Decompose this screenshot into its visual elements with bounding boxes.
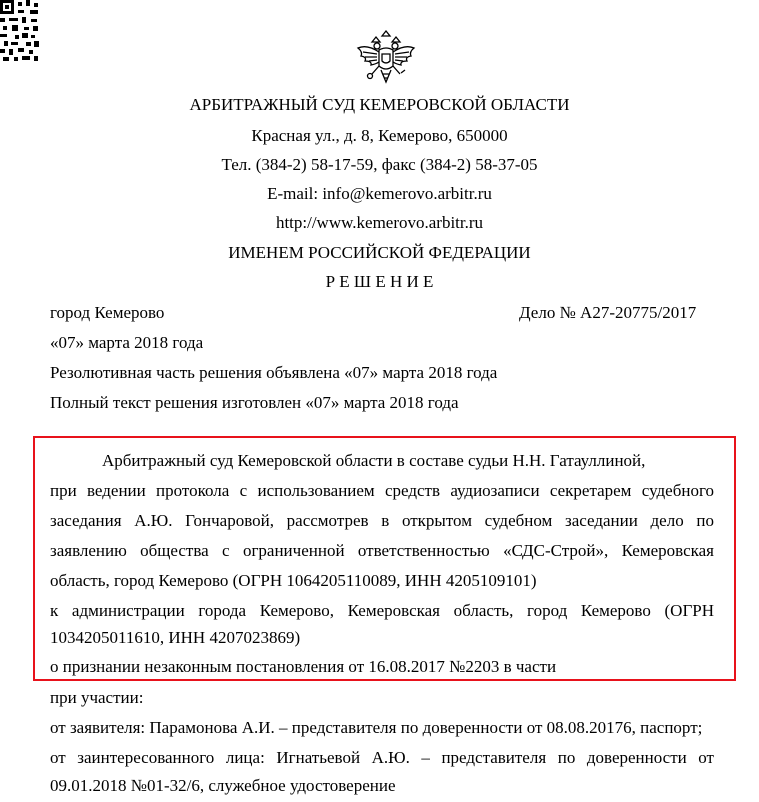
participant-applicant: от заявителя: Парамонова А.И. – представителя по доверенности от 08.08.20176, паспорт; [50, 718, 703, 737]
court-website: http://www.kemerovo.arbitr.ru [275, 213, 484, 232]
paragraph-protocol-line-4: область, город Кемерово (ОГРН 1064205110089, ИНН 4205109101) [50, 571, 537, 590]
document-type: Р Е Ш Е Н И Е [325, 272, 434, 291]
city: город Кемерово [50, 303, 165, 322]
paragraph-respondent-line-1: к администрации города Кемерово, Кемеровская область, город Кемерово (ОГРН [50, 601, 714, 620]
paragraph-protocol-line-3: заявлению общества с ограниченной ответственностью «СДС-Строй», Кемеровская [50, 541, 714, 560]
coat-of-arms-icon [355, 30, 417, 88]
participant-interested-line-1: от заинтересованного лица: Игнатьевой А.Ю. – представителя по доверенности от [50, 748, 714, 767]
paragraph-subject: о признании незаконным постановления от 16.08.2017 №2203 в части [50, 657, 557, 676]
court-phone: Тел. (384-2) 58-17-59, факс (384-2) 58-37-05 [221, 155, 538, 174]
case-number: Дело № А27-20775/2017 [519, 303, 697, 322]
operative-part-date: Резолютивная часть решения объявлена «07» марта 2018 года [50, 363, 498, 382]
decision-date: «07» марта 2018 года [50, 333, 204, 352]
court-address: Красная ул., д. 8, Кемерово, 650000 [251, 126, 508, 145]
paragraph-protocol-line-2: заседания А.Ю. Гончаровой, рассмотрев в открытом судебном заседании дело по [50, 511, 714, 530]
court-email: E-mail: info@kemerovo.arbitr.ru [267, 184, 492, 203]
paragraph-respondent-line-2: 1034205011610, ИНН 4207023869) [50, 628, 301, 647]
qr-code-icon [0, 0, 40, 62]
paragraph-protocol-line-1: при ведении протокола с использованием средств аудиозаписи секретарем судебного [50, 481, 714, 500]
court-name: АРБИТРАЖНЫЙ СУД КЕМЕРОВСКОЙ ОБЛАСТИ [189, 95, 570, 114]
in-name-heading: ИМЕНЕМ РОССИЙСКОЙ ФЕДЕРАЦИИ [228, 243, 531, 262]
paragraph-court-composition: Арбитражный суд Кемеровской области в составе судьи Н.Н. Гатауллиной, [102, 451, 646, 470]
participants-heading: при участии: [50, 688, 144, 707]
participant-interested-line-2: 09.01.2018 №01-32/6, служебное удостоверение [50, 776, 396, 795]
full-text-date: Полный текст решения изготовлен «07» марта 2018 года [50, 393, 459, 412]
